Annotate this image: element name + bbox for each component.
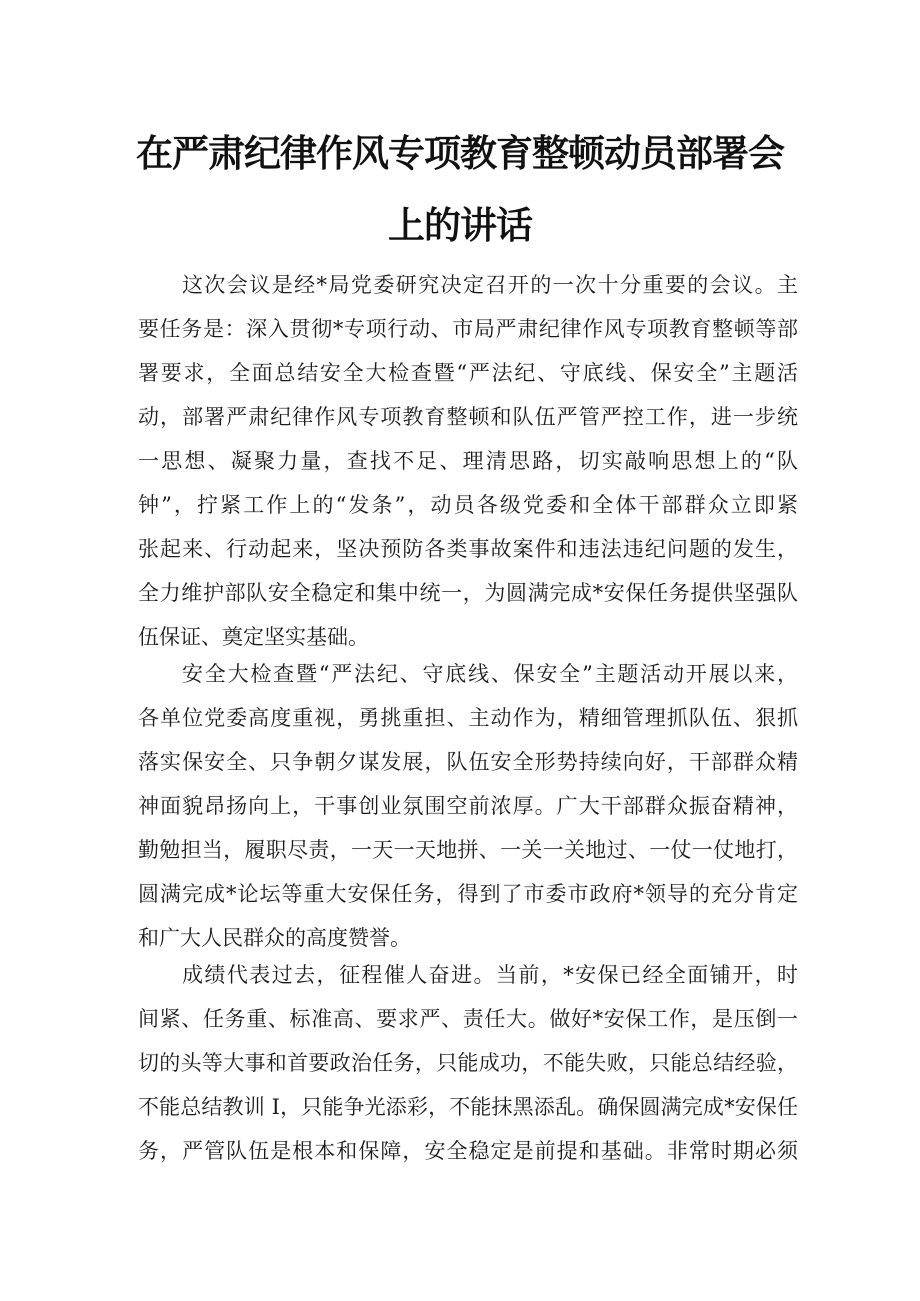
paragraph-line: 落实保安全、只争朝夕谋发展，队伍安全形势持续向好，干部群众精 — [138, 750, 798, 774]
paragraph-line: 不能总结教训 I，只能争光添彩，不能抹黑添乱。确保圆满完成*安保任 — [138, 1095, 798, 1119]
paragraph-line: 一思想、凝聚力量，查找不足、理清思路，切实敲响思想上的“队 — [138, 449, 798, 473]
paragraph-line: 务，严管队伍是根本和保障，安全稳定是前提和基础。非常时期必须 — [138, 1139, 798, 1163]
paragraph-line: 动，部署严肃纪律作风专项教育整顿和队伍严管严控工作，进一步统 — [138, 405, 798, 429]
document-title-line-1: 在严肃纪律作风专项教育整顿动员部署会 — [136, 132, 784, 175]
paragraph-line: 伍保证、奠定坚实基础。 — [138, 625, 369, 649]
paragraph-line: 和广大人民群众的高度赞誉。 — [138, 926, 411, 950]
paragraph-line: 圆满完成*论坛等重大安保任务，得到了市委市政府*领导的充分肯定 — [138, 882, 798, 906]
paragraph-line: 署要求，全面总结安全大检查暨“严法纪、守底线、保安全”主题活 — [138, 361, 798, 385]
document-title-line-2: 上的讲话 — [388, 204, 532, 247]
paragraph-line: 神面貌昂扬向上，干事创业氛围空前浓厚。广大干部群众振奋精神， — [138, 794, 798, 818]
paragraph-line: 要任务是：深入贯彻*专项行动、市局严肃纪律作风专项教育整顿等部 — [138, 317, 798, 341]
paragraph-line: 间紧、任务重、标准高、要求严、责任大。做好*安保工作，是压倒一 — [138, 1007, 798, 1031]
paragraph-line: 钟”，拧紧工作上的“发条”，动员各级党委和全体干部群众立即紧 — [138, 493, 798, 517]
paragraph-line: 各单位党委高度重视，勇挑重担、主动作为，精细管理抓队伍、狠抓 — [138, 706, 798, 730]
paragraph-line: 张起来、行动起来，坚决预防各类事故案件和违法违纪问题的发生， — [138, 537, 798, 561]
paragraph-line: 成绩代表过去，征程催人奋进。当前，*安保已经全面铺开，时 — [182, 963, 798, 987]
paragraph-line: 切的头等大事和首要政治任务，只能成功，不能失败，只能总结经验， — [138, 1051, 798, 1075]
paragraph-line: 全力维护部队安全稳定和集中统一，为圆满完成*安保任务提供坚强队 — [138, 581, 798, 605]
paragraph-line: 勤勉担当，履职尽责，一天一天地拼、一关一关地过、一仗一仗地打， — [138, 838, 798, 862]
paragraph-line: 安全大检查暨“严法纪、守底线、保安全”主题活动开展以来， — [182, 662, 798, 686]
paragraph-line: 这次会议是经*局党委研究决定召开的一次十分重要的会议。主 — [182, 273, 798, 297]
